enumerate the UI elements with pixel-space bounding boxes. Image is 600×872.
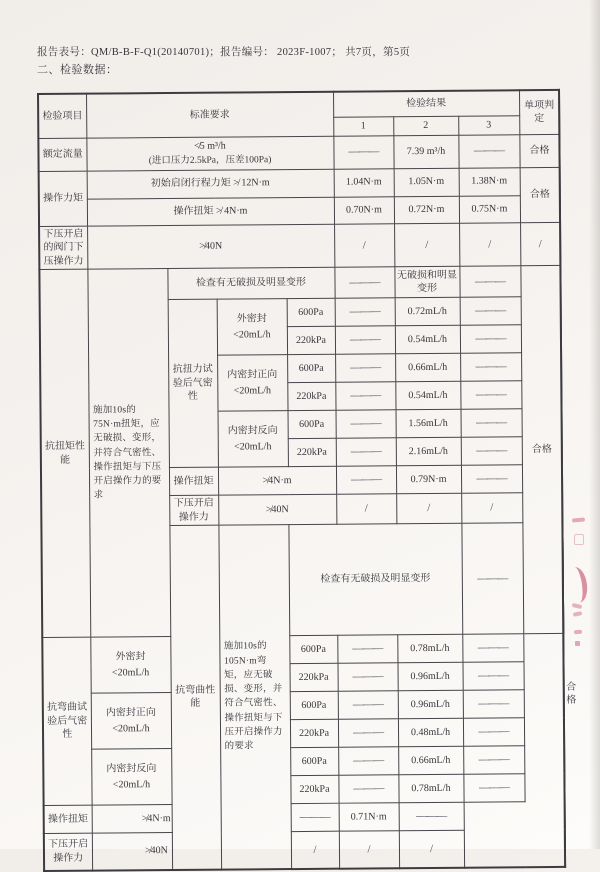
stamp-fragment: [574, 534, 584, 545]
leak-limit: <20mL/h: [112, 722, 150, 735]
pressure-label: 600Pa: [289, 635, 337, 663]
result-cell: 0.96mL/h: [397, 662, 462, 691]
result-cell: 0.72mL/h: [395, 297, 460, 326]
result-cell: ———: [463, 690, 524, 718]
scan-edge-shadow: [589, 0, 600, 849]
result-cell: 0.78mL/h: [397, 634, 462, 663]
result-cell: ———: [335, 382, 395, 410]
result-cell: ———: [463, 718, 524, 746]
flow-standard-line1: ≮5 m³/h: [194, 140, 226, 152]
result-cell: /: [459, 222, 520, 266]
seal-name: 外密封: [115, 651, 146, 663]
stamp-fragment: [575, 641, 580, 646]
result-cell: 1.05N·m: [394, 168, 459, 197]
result-cell: 1.38N·m: [459, 167, 520, 195]
leak-limit: <20mL/h: [111, 666, 150, 679]
result-cell: /: [291, 831, 339, 868]
result-cell: ———: [462, 662, 523, 690]
seal-type-label: [218, 411, 288, 468]
result-cell: 0.48mL/h: [398, 718, 463, 747]
leak-limit: <20mL/h: [233, 384, 272, 397]
result-cell: ———: [335, 298, 395, 326]
result-cell: ———: [399, 802, 464, 831]
result-cell: 2.16mL/h: [396, 437, 461, 466]
pressure-label: 600Pa: [287, 354, 335, 382]
item-label: 抗扭矩性能: [39, 269, 90, 637]
seal-type-label: [217, 355, 287, 412]
result-cell: ———: [337, 635, 397, 663]
pressure-label: 600Pa: [288, 410, 336, 438]
item-label: 抗弯曲性能: [169, 525, 221, 869]
judgment-cell: 合格: [520, 266, 563, 634]
result-cell: ———: [463, 746, 524, 774]
standard-cell: 检查有无破损及明显变形: [288, 523, 462, 635]
result-cell: ———: [461, 437, 522, 465]
result-cell: /: [336, 494, 396, 524]
stamp-fragment: [574, 630, 582, 634]
result-cell: /: [399, 830, 464, 868]
result-cell: ———: [459, 266, 520, 297]
leak-limit: <20mL/h: [234, 440, 272, 453]
result-cell: 1.56mL/h: [396, 409, 461, 438]
standard-cell: 检查有无破损及明显变形: [167, 267, 334, 299]
seal-type-label: [90, 637, 170, 694]
stamp-fragment: [565, 566, 590, 604]
seal-type-label: [91, 693, 171, 750]
standard-cell: ≯4N·m: [92, 804, 221, 833]
result-cell: ———: [460, 325, 521, 353]
result-cell: ———: [338, 747, 398, 775]
section-description: 施加10s的 75N·m扭矩，应无破损、变形，并符合气密性、操作扭矩与下压开启操作力的要求: [87, 269, 170, 638]
seal-type-label: [91, 749, 171, 806]
result-cell: 0.66mL/h: [398, 746, 463, 775]
result-cell: 0.66mL/h: [395, 353, 460, 382]
result-cell: /: [334, 223, 394, 267]
standard-cell: [86, 136, 333, 171]
result-cell: ———: [333, 135, 393, 169]
col-header-item: 检验项目: [38, 94, 86, 138]
result-cell: ———: [458, 134, 519, 168]
seal-type-label: [217, 299, 287, 356]
col-header-standard: 标准要求: [86, 92, 333, 138]
pressure-label: 220kPa: [287, 326, 335, 354]
item-label: 下压开启操作力: [169, 495, 218, 525]
pressure-label: 220kPa: [289, 663, 337, 691]
seal-name: 内密封反向: [106, 763, 157, 775]
col-header-result: 检验结果: [333, 90, 519, 116]
result-cell: ———: [463, 774, 524, 802]
pressure-label: 220kPa: [287, 382, 335, 410]
judgment-cell: 合格: [520, 167, 560, 222]
pressure-label: 600Pa: [290, 691, 338, 719]
pressure-label: 220kPa: [290, 775, 338, 803]
seal-name: 内密封反向: [227, 425, 278, 437]
stamp-fragment: [573, 611, 583, 616]
pressure-label: 600Pa: [290, 747, 338, 775]
result-cell: ———: [334, 267, 394, 298]
result-cell: ———: [461, 523, 523, 634]
result-cell: 0.72N·m: [394, 196, 459, 224]
result-cell: 0.54mL/h: [395, 381, 460, 410]
result-cell: 0.71N·m: [339, 803, 399, 831]
item-label: 操作扭矩: [169, 467, 218, 495]
result-cell: 0.70N·m: [334, 196, 394, 223]
inspection-data-table: [37, 89, 577, 872]
flow-standard-line2: (进口压力2.5kPa，压差100Pa): [148, 155, 272, 167]
pressure-label: 220kPa: [290, 719, 338, 747]
pressure-label: 600Pa: [287, 298, 335, 326]
standard-cell: ≯40N: [92, 832, 221, 870]
judgment-cell: 合格: [562, 523, 565, 867]
result-cell: ———: [462, 634, 523, 662]
result-cell: 无破损和明显变形: [394, 266, 459, 298]
result-cell: /: [396, 493, 461, 524]
col-header-judgment: 单项判定: [519, 90, 559, 134]
result-cell: ———: [336, 466, 396, 494]
judgment-cell: /: [520, 222, 560, 266]
result-cell: ———: [338, 691, 398, 719]
seal-name: 内密封正向: [105, 707, 156, 719]
result-cell: 7.39 m³/h: [393, 135, 458, 169]
result-cell: ———: [338, 775, 398, 803]
result-cell: ———: [460, 381, 521, 409]
pressure-label: 220kPa: [288, 438, 336, 466]
col-header-sample-3: 3: [458, 115, 519, 134]
result-cell: ———: [461, 409, 522, 437]
standard-cell: ≯40N: [218, 494, 336, 525]
result-cell: 0.96mL/h: [398, 690, 463, 719]
section-title: 二、检验数据：: [37, 64, 118, 76]
result-cell: ———: [461, 465, 522, 493]
result-cell: ———: [337, 663, 397, 691]
judgment-cell: 合格: [519, 134, 559, 168]
result-cell: 0.79N·m: [396, 465, 461, 494]
result-cell: ———: [336, 410, 396, 438]
seal-name: 内密封正向: [227, 369, 278, 381]
section-description: 施加10s的105N·m弯矩，应无破损、变形，并符合气密性、操作扭矩与下压开启操作力的要求: [218, 525, 291, 870]
item-label: 额定流量: [38, 138, 86, 172]
result-cell: ———: [460, 353, 521, 381]
item-label: 下压开启操作力: [44, 833, 92, 870]
result-cell: ———: [460, 297, 521, 325]
item-label: 操作力矩: [39, 171, 87, 226]
standard-cell: ≯40N: [87, 224, 334, 269]
standard-cell: ≯4N·m: [218, 466, 336, 495]
result-cell: ———: [335, 354, 395, 382]
leak-limit: <20mL/h: [112, 778, 151, 791]
standard-cell: 操作扭矩 ≯ 4N·m: [87, 197, 334, 226]
result-cell: 0.78mL/h: [398, 774, 463, 803]
leak-limit: <20mL/h: [233, 328, 271, 341]
result-cell: /: [394, 223, 459, 267]
result-cell: ———: [338, 719, 398, 747]
result-cell: ———: [291, 803, 339, 831]
test-type-label: 抗扭力试验后气密性: [168, 299, 218, 467]
item-label: 操作扭矩: [44, 805, 92, 833]
result-cell: 1.04N·m: [334, 168, 394, 196]
test-type-label: 抗弯曲试验后气密性: [42, 637, 91, 805]
stamp-fragment: [572, 603, 583, 609]
report-header-line: 报告表号：QM/B-B-F-Q1(20140701)；报告编号： 2023F-1007； 共7页，第5页: [37, 47, 411, 58]
result-cell: ———: [336, 438, 396, 466]
result-cell: /: [339, 831, 399, 868]
result-cell: 0.75N·m: [459, 195, 520, 222]
item-label: 下压开启的阀门下压操作力: [39, 226, 87, 270]
result-cell: /: [461, 493, 522, 523]
stamp-fragment: [572, 517, 585, 522]
result-cell: ———: [335, 326, 395, 354]
seal-name: 外密封: [236, 313, 267, 325]
result-cell: 0.54mL/h: [395, 325, 460, 354]
col-header-sample-1: 1: [333, 116, 393, 135]
standard-cell: 初始启闭行程力矩 ≯ 12N·m: [87, 169, 334, 199]
col-header-sample-2: 2: [393, 116, 458, 136]
